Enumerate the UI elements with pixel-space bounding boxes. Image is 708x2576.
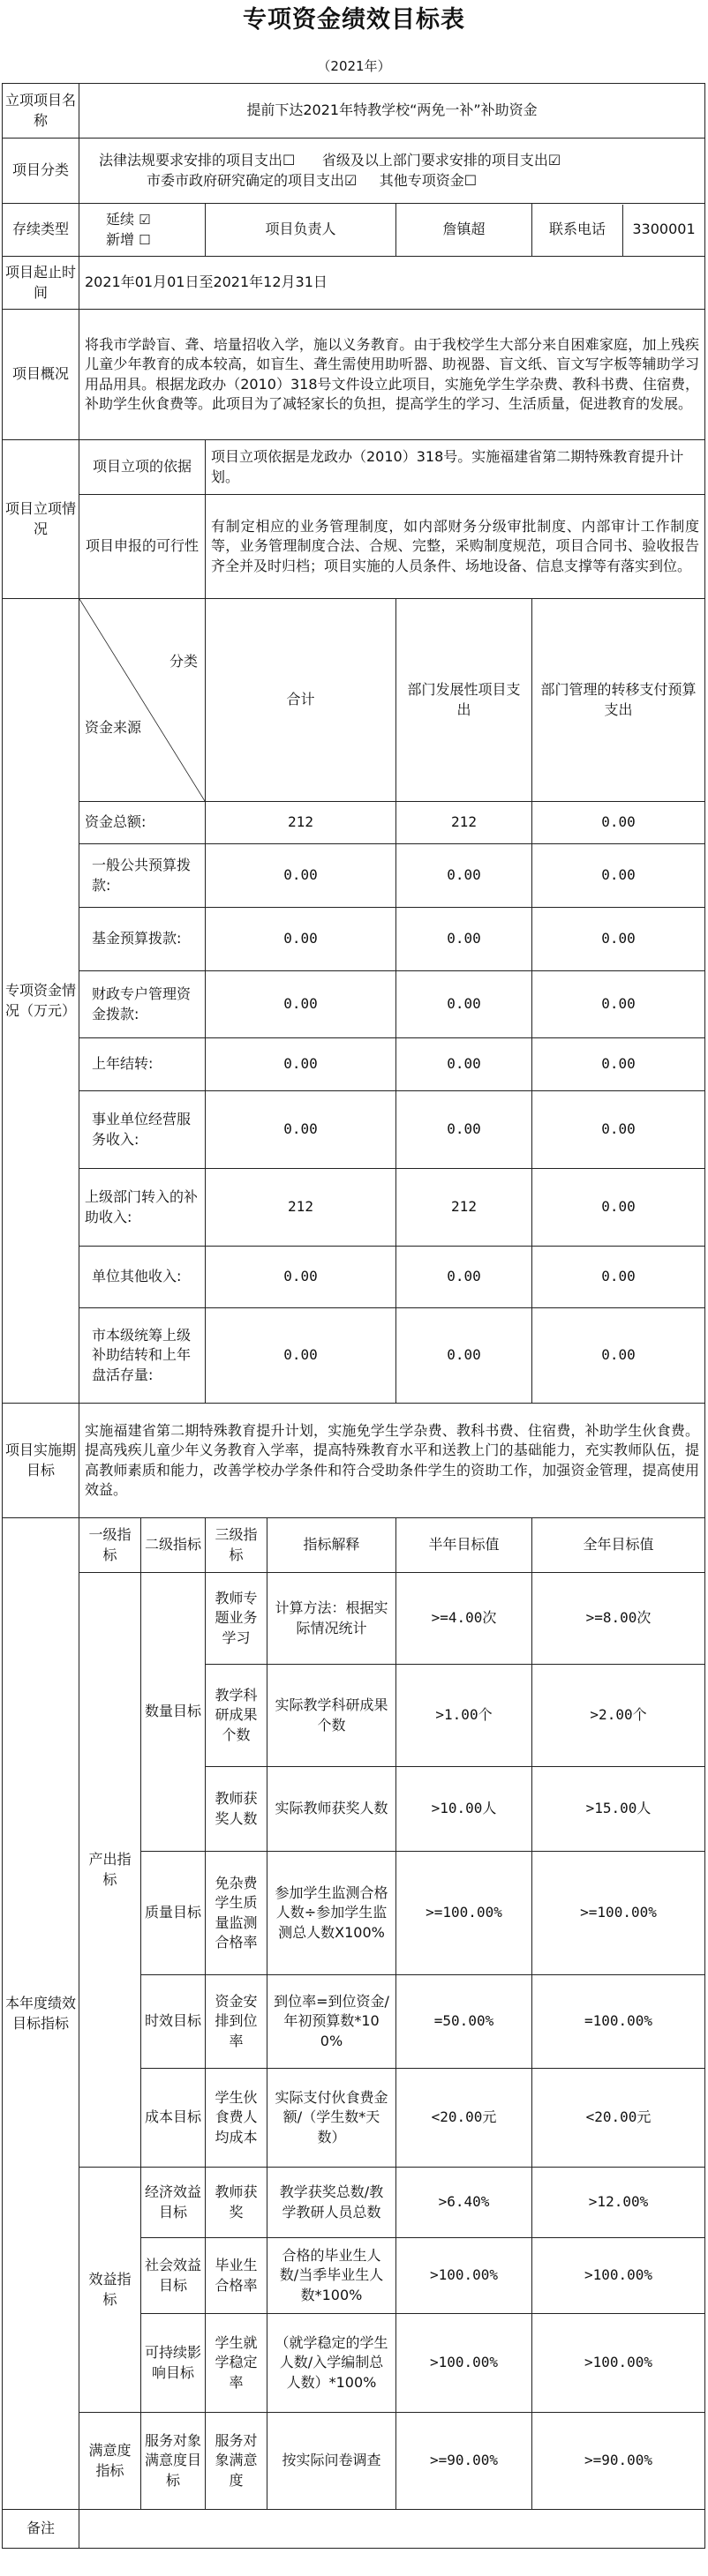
target-l1-satisfaction: 满意度指标 [79, 2413, 141, 2510]
funds-row-transfer: 0.00 [532, 1091, 705, 1169]
funds-row-total: 212 [206, 802, 396, 844]
target-desc: 教学获奖总数/教学教研人员总数 [267, 2168, 396, 2238]
target-full: =100.00% [532, 1975, 705, 2069]
impl-label: 项目实施期目标 [3, 1404, 79, 1518]
funds-row-total: 0.00 [206, 971, 396, 1038]
project-name-label: 立项项目名称 [3, 84, 79, 139]
owner-value: 詹镇超 [396, 204, 532, 257]
funds-row-dept: 0.00 [396, 1308, 532, 1404]
target-l2-quality: 质量目标 [141, 1852, 206, 1975]
funds-row-label: 基金预算拨款: [79, 908, 206, 971]
row-overview [3, 310, 705, 440]
basis-text: 项目立项依据是龙政办（2010）318号。实施福建省第二期特殊教育提升计划。 [206, 440, 705, 495]
funds-row [3, 971, 705, 1038]
target-half: >1.00个 [396, 1665, 532, 1767]
funds-row-total: 0.00 [206, 1038, 396, 1091]
targets-header-l1: 一级指标 [79, 1518, 141, 1573]
owner-label: 项目负责人 [206, 204, 396, 257]
target-desc: 计算方法：根据实际情况统计 [267, 1573, 396, 1665]
target-half: =50.00% [396, 1975, 532, 2069]
target-row [3, 1573, 705, 1665]
funds-row-label: 财政专户管理资金拨款: [79, 971, 206, 1038]
funds-row [3, 1247, 705, 1308]
row-establish-basis [3, 440, 705, 495]
target-l3: 学生就学稳定率 [206, 2314, 267, 2413]
target-full: >100.00% [532, 2238, 705, 2314]
funds-row [3, 1091, 705, 1169]
funds-row-dept: 0.00 [396, 1038, 532, 1091]
target-row [3, 2413, 705, 2510]
funds-row-dept: 0.00 [396, 1247, 532, 1308]
target-desc: （就学稳定的学生人数/入学编制总人数）*100% [267, 2314, 396, 2413]
target-full: >=90.00% [532, 2413, 705, 2510]
target-l3: 教学科研成果个数 [206, 1665, 267, 1767]
target-half: >6.40% [396, 2168, 532, 2238]
funds-row-dept: 0.00 [396, 1091, 532, 1169]
funds-row [3, 1308, 705, 1404]
funds-header-transfer: 部门管理的转移支付预算支出 [532, 599, 705, 802]
row-establish-feasibility [3, 495, 705, 599]
funds-row-transfer: 0.00 [532, 802, 705, 844]
phone-label: 联系电话 [532, 205, 623, 256]
corner-top-label: 分类 [169, 653, 198, 670]
funds-header-total: 合计 [206, 599, 396, 802]
target-l3: 免杂费学生质量监测合格率 [206, 1852, 267, 1975]
overview-text: 将我市学龄盲、聋、培量招收入学，施以义务教育。由于我校学生大部分来自困难家庭，加上残疾儿童少年教育的成本较高，如盲生、聋生需使用助听器、助视器、盲文纸、盲文写字板等辅助学习用品用具。根据龙政办（2010）318号文件设立此项目，实施免学生学杂费、教科书费、住宿费，补助学生伙食费等。此项目为了减轻家长的负担，提高学生的学习、生活质量，促进教育的发展。 [79, 310, 705, 440]
target-full: >2.00个 [532, 1665, 705, 1767]
existence-options [79, 204, 206, 257]
funds-row-total: 212 [206, 1169, 396, 1247]
targets-header-desc: 指标解释 [267, 1518, 396, 1573]
funds-row-transfer: 0.00 [532, 1308, 705, 1404]
existence-continue-label: 延续 [106, 211, 135, 228]
target-half: >=100.00% [396, 1852, 532, 1975]
target-desc: 实际教学科研成果个数 [267, 1665, 396, 1767]
target-half: <20.00元 [396, 2069, 532, 2168]
funds-row-label: 单位其他收入: [79, 1247, 206, 1308]
target-l1-output: 产出指标 [79, 1573, 141, 2168]
target-l3: 教师获奖人数 [206, 1767, 267, 1852]
row-project-name [3, 84, 705, 139]
corner-bottom-label: 资金来源 [85, 718, 142, 736]
target-full: >12.00% [532, 2168, 705, 2238]
funds-row-transfer: 0.00 [532, 908, 705, 971]
target-full: >=100.00% [532, 1852, 705, 1975]
row-remark [3, 2510, 705, 2549]
impl-text: 实施福建省第二期特殊教育提升计划，实施免学生学杂费、教科书费、住宿费，补助学生伙食费。提高残疾儿童少年义务教育入学率，提高特殊教育水平和送教上门的基础能力，充实教师队伍，提高教师素质和能力，改善学校办学条件和符合受助条件学生的资助工作，加强资金管理，提高使用效益。 [79, 1404, 705, 1518]
target-desc: 参加学生监测合格人数÷参加学生监测总人数X100% [267, 1852, 396, 1975]
page-title: 专项资金绩效目标表 [243, 6, 465, 34]
funds-row-dept: 0.00 [396, 844, 532, 908]
row-existence [3, 204, 705, 257]
funds-row-total: 0.00 [206, 1308, 396, 1404]
target-half: >10.00人 [396, 1767, 532, 1852]
target-l3: 资金安排到位率 [206, 1975, 267, 2069]
target-row [3, 2168, 705, 2238]
category-opt-other[interactable]: 其他专项资金☐ [379, 171, 478, 189]
funds-row [3, 1169, 705, 1247]
funds-corner-cell [79, 599, 206, 802]
funds-row-transfer: 0.00 [532, 1169, 705, 1247]
target-desc: 按实际问卷调查 [267, 2413, 396, 2510]
target-half: >=4.00次 [396, 1573, 532, 1665]
row-targets-header [3, 1518, 705, 1573]
funds-row-total: 0.00 [206, 1091, 396, 1169]
funds-row-total: 0.00 [206, 1247, 396, 1308]
target-desc: 合格的毕业生人数/当季毕业生人数*100% [267, 2238, 396, 2314]
row-period [3, 257, 705, 310]
category-options [79, 139, 705, 204]
category-opt-city[interactable]: 市委市政府研究确定的项目支出☑ [147, 171, 358, 189]
funds-row [3, 802, 705, 844]
funds-row-dept: 212 [396, 1169, 532, 1247]
target-full: >15.00人 [532, 1767, 705, 1852]
target-l3: 教师获奖 [206, 2168, 267, 2238]
target-desc: 到位率=到位资金/年初预算数*100% [267, 1975, 396, 2069]
existence-new-label: 新增 [106, 230, 135, 248]
funds-row-label: 上级部门转入的补助收入: [79, 1169, 206, 1247]
target-full: >=8.00次 [532, 1573, 705, 1665]
project-name-value: 提前下达2021年特教学校“两免一补”补助资金 [79, 84, 705, 139]
row-impl [3, 1404, 705, 1518]
target-l2-social: 社会效益目标 [141, 2238, 206, 2314]
remark-value[interactable] [79, 2510, 705, 2549]
targets-header-l3: 三级指标 [206, 1518, 267, 1573]
feasibility-text: 有制定相应的业务管理制度，如内部财务分级审批制度、内部审计工作制度等，业务管理制度合法、合规、完整，采购制度规范，项目合同书、验收报告齐全并及时归档；项目实施的人员条件、场地设备、信息支撑等有落实到位。 [206, 495, 705, 599]
diagonal-line [79, 599, 205, 801]
target-l2-cost: 成本目标 [141, 2069, 206, 2168]
feasibility-label: 项目申报的可行性 [79, 495, 206, 599]
funds-row-label: 上年结转: [79, 1038, 206, 1091]
target-l3: 教师专题业务学习 [206, 1573, 267, 1665]
funds-row-dept: 212 [396, 802, 532, 844]
target-l2-service: 服务对象满意度目标 [141, 2413, 206, 2510]
targets-label: 本年度绩效目标指标 [3, 1518, 79, 2510]
target-full: >100.00% [532, 2314, 705, 2413]
target-half: >100.00% [396, 2238, 532, 2314]
existence-label: 存续类型 [3, 204, 79, 257]
year-label: （2021年） [317, 58, 391, 74]
row-category [3, 139, 705, 204]
category-opt-province[interactable]: 省级及以上部门要求安排的项目支出☑ [321, 152, 561, 169]
phone-cell [532, 204, 705, 257]
target-l2-timeliness: 时效目标 [141, 1975, 206, 2069]
target-l2-economic: 经济效益目标 [141, 2168, 206, 2238]
funds-row-transfer: 0.00 [532, 1247, 705, 1308]
funds-label: 专项资金情况（万元） [3, 599, 79, 1404]
phone-value: 3300001 [632, 221, 696, 238]
period-value: 2021年01月01日至2021年12月31日 [79, 257, 705, 310]
target-l2-sustainable: 可持续影响目标 [141, 2314, 206, 2413]
funds-row-label: 事业单位经营服务收入: [79, 1091, 206, 1169]
target-l3: 学生伙食费人均成本 [206, 2069, 267, 2168]
target-half: >=90.00% [396, 2413, 532, 2510]
target-table [2, 83, 705, 2549]
funds-row-label: 市本级统筹上级补助结转和上年盘活存量: [79, 1308, 206, 1404]
target-l1-benefit: 效益指标 [79, 2168, 141, 2413]
funds-row-dept: 0.00 [396, 971, 532, 1038]
existence-continue-checkbox[interactable]: ☑ [139, 212, 151, 228]
funds-header-dept: 部门发展性项目支出 [396, 599, 532, 802]
basis-label: 项目立项的依据 [79, 440, 206, 495]
remark-label: 备注 [3, 2510, 79, 2549]
targets-header-full: 全年目标值 [532, 1518, 705, 1573]
targets-header-half: 半年目标值 [396, 1518, 532, 1573]
establish-label: 项目立项情况 [3, 440, 79, 599]
target-l3: 服务对象满意度 [206, 2413, 267, 2510]
funds-row [3, 844, 705, 908]
target-l2-quantity: 数量目标 [141, 1573, 206, 1852]
funds-row-total: 0.00 [206, 844, 396, 908]
category-label: 项目分类 [3, 139, 79, 204]
funds-row [3, 908, 705, 971]
period-label: 项目起止时间 [3, 257, 79, 310]
row-funds-header [3, 599, 705, 802]
funds-row-transfer: 0.00 [532, 844, 705, 908]
funds-row-transfer: 0.00 [532, 1038, 705, 1091]
overview-label: 项目概况 [3, 310, 79, 440]
target-desc: 实际教师获奖人数 [267, 1767, 396, 1852]
existence-new-checkbox[interactable]: ☐ [139, 231, 151, 248]
target-l3: 毕业生合格率 [206, 2238, 267, 2314]
funds-row-transfer: 0.00 [532, 971, 705, 1038]
funds-row [3, 1038, 705, 1091]
funds-row-dept: 0.00 [396, 908, 532, 971]
target-half: >100.00% [396, 2314, 532, 2413]
target-desc: 实际支付伙食费金额/（学生数*天数） [267, 2069, 396, 2168]
funds-row-label: 资金总额: [79, 802, 206, 844]
category-opt-law[interactable]: 法律法规要求安排的项目支出☐ [99, 152, 296, 169]
funds-row-label: 一般公共预算拨款: [79, 844, 206, 908]
targets-header-l2: 二级指标 [141, 1518, 206, 1573]
target-full: <20.00元 [532, 2069, 705, 2168]
funds-row-total: 0.00 [206, 908, 396, 971]
